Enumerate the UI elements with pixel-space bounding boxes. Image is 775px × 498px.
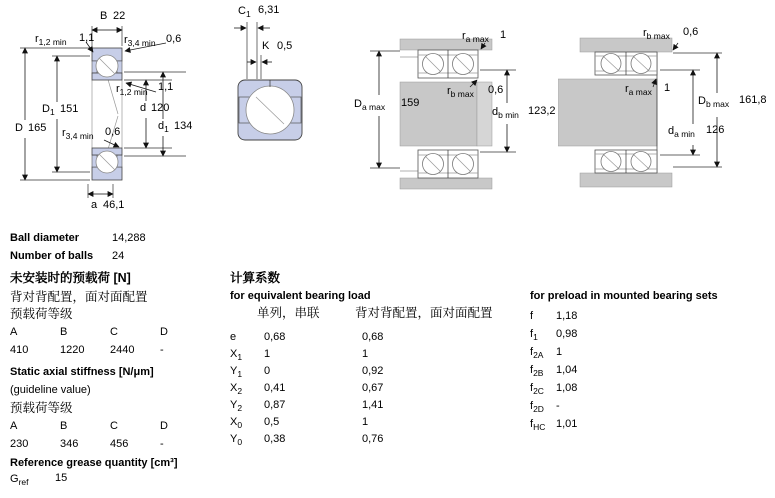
calc-row-label: $Y_0$ xyxy=(230,433,243,447)
mounted-set-diagram-right xyxy=(558,25,775,190)
factor-row-label: $f_{2C}$ xyxy=(530,382,544,396)
preload-col-header: A xyxy=(10,326,18,338)
bearing-pair-top xyxy=(418,50,478,78)
factor-row-label: $f_1$ xyxy=(530,328,538,342)
bearing-cross-section-diagram xyxy=(0,0,215,225)
factor-row-label: $f_{2D}$ xyxy=(530,400,544,414)
dim-a-value: 46,1 xyxy=(103,199,125,211)
calc-row-value-1: 0,38 xyxy=(264,433,286,445)
bearing-front-section xyxy=(238,80,302,140)
dim-rb-max-value: 0,6 xyxy=(488,84,504,96)
grease-value: 15 xyxy=(55,472,68,484)
dim-b-label: B xyxy=(100,10,108,22)
dim-c1-value: 6,31 xyxy=(258,4,280,16)
preload-col-header: C xyxy=(110,326,118,338)
dim-r12-min-label-2: $r_{1,2 min}$ xyxy=(116,83,148,97)
dim-bore-label: d xyxy=(140,102,147,114)
calc-row-value-1: 0,41 xyxy=(264,382,286,394)
factor-row-value: 1,04 xyxy=(556,364,578,376)
calc-row-value-1: 1 xyxy=(264,348,271,360)
calc-row-label: $Y_1$ xyxy=(230,365,243,379)
stiffness-value: 456 xyxy=(110,438,129,450)
stiffness-value: 346 xyxy=(60,438,79,450)
stiffness-subtitle: (guideline value) xyxy=(10,384,91,396)
preload-unmounted-subtitle: 背对背配置，面对面配置 xyxy=(10,290,148,304)
stiffness-value: 230 xyxy=(10,438,29,450)
dim-db-min-label: $d_{b min}$ xyxy=(492,106,519,120)
calc-row-value-2: 0,68 xyxy=(362,331,384,343)
dim-ra-max-value: 1 xyxy=(500,29,507,41)
grease-symbol: $G_{ref}$ xyxy=(10,473,29,487)
calc-row-label: $Y_2$ xyxy=(230,399,243,413)
calc-row-value-2: 0,67 xyxy=(362,382,384,394)
factor-row-value: 1,01 xyxy=(556,418,578,430)
grease-title: Reference grease quantity [cm³] xyxy=(10,457,178,469)
preload-class-label: 预载荷等级 xyxy=(10,307,73,321)
factor-row-value: 1,18 xyxy=(556,310,578,322)
dim-r34-min-label: $r_{3,4 min}$ xyxy=(124,34,156,48)
dim-da-max-value: 159 xyxy=(401,97,420,109)
dim-d1-outer-value: 151 xyxy=(60,103,79,115)
calc-row-value-1: 0,5 xyxy=(264,416,280,428)
bearing-section xyxy=(92,48,122,180)
factor-row-value: 0,98 xyxy=(556,328,578,340)
factor-row-value: - xyxy=(556,400,560,412)
preload-factors-title: for preload in mounted bearing sets xyxy=(530,290,718,302)
dim-a-label: a xyxy=(91,199,98,211)
preload-col-header: D xyxy=(160,326,168,338)
stiffness-col-header: D xyxy=(160,420,168,432)
stiffness-col-header: B xyxy=(60,420,68,432)
preload-value: 2440 xyxy=(110,344,135,356)
factor-row-value: 1 xyxy=(556,346,563,358)
dim-od-value: 165 xyxy=(28,122,47,134)
calc-col1-header: 单列，串联 xyxy=(257,306,320,320)
calc-row-label: $X_1$ xyxy=(230,348,243,362)
ball xyxy=(246,86,294,134)
stiffness-title: Static axial stiffness [N/μm] xyxy=(10,366,154,378)
preload-value: - xyxy=(160,344,164,356)
dim-k-label: K xyxy=(262,40,270,52)
dim-db-max-value: 161,8 xyxy=(739,94,767,106)
calc-row-label: e xyxy=(230,331,237,343)
stiffness-col-header: A xyxy=(10,420,18,432)
dim-da-max-label: $D_{a max}$ xyxy=(354,98,386,112)
ball-diameter-value: 14,288 xyxy=(112,232,146,244)
dim-ra-max-value-2: 1 xyxy=(664,82,671,94)
calc-col2-header: 背对背配置，面对面配置 xyxy=(355,306,493,320)
factor-row-label: $f_{HC}$ xyxy=(530,418,546,432)
stiffness-value: - xyxy=(160,438,164,450)
dim-rb-max-label-2: $r_{b max}$ xyxy=(643,27,670,41)
calc-row-value-1: 0 xyxy=(264,365,271,377)
preload-unmounted-title: 未安装时的预载荷 [N] xyxy=(10,271,131,285)
dim-r12-min-value-2: 1,1 xyxy=(158,81,174,93)
preload-value: 410 xyxy=(10,344,29,356)
calc-title: 计算系数 xyxy=(230,271,281,285)
bearing-pair-bottom xyxy=(418,150,478,178)
preload-col-header: B xyxy=(60,326,68,338)
stiffness-class-label: 预载荷等级 xyxy=(10,401,73,415)
preload-value: 1220 xyxy=(60,344,85,356)
dim-d1-outer-label: $D_1$ xyxy=(42,103,55,117)
calc-row-value-1: 0,87 xyxy=(264,399,286,411)
dim-d1-inner-label: $d_1$ xyxy=(158,120,169,134)
dim-ra-max-label-2: $r_{a max}$ xyxy=(625,83,652,97)
dim-b-value: 22 xyxy=(113,10,126,22)
calc-row-value-2: 0,76 xyxy=(362,433,384,445)
top-ring xyxy=(92,48,122,80)
calc-row-label: $X_0$ xyxy=(230,416,243,430)
dim-rb-max-label: $r_{b max}$ xyxy=(447,85,474,99)
calc-row-value-2: 1,41 xyxy=(362,399,384,411)
dim-r34-min-label-2: $r_{3,4 min}$ xyxy=(62,127,94,141)
dim-bore-value: 120 xyxy=(151,102,170,114)
dim-db-max-label: $D_{b max}$ xyxy=(698,95,730,109)
housing-bottom xyxy=(400,178,492,189)
dim-d1-inner-value: 134 xyxy=(174,120,193,132)
calc-row-label: $X_2$ xyxy=(230,382,243,396)
factor-row-label: f xyxy=(530,310,534,322)
ball-diameter-label: Ball diameter xyxy=(10,232,80,244)
dim-da-min-label: $d_{a min}$ xyxy=(668,125,695,139)
factor-row-label: $f_{2B}$ xyxy=(530,364,544,378)
dim-od-label: D xyxy=(15,122,23,134)
factor-row-label: $f_{2A}$ xyxy=(530,346,544,360)
dim-db-min-value: 123,2 xyxy=(528,105,556,117)
number-of-balls-value: 24 xyxy=(112,250,125,262)
dim-r12-min-value: 1,1 xyxy=(79,32,95,44)
calc-row-value-1: 0,68 xyxy=(264,331,286,343)
housing-bottom xyxy=(580,173,672,187)
dim-rb-max-value-2: 0,6 xyxy=(683,26,699,38)
dim-c1-label: $C_1$ xyxy=(238,5,251,19)
number-of-balls-label: Number of balls xyxy=(10,250,94,262)
bearing-pair-top xyxy=(595,52,657,75)
dim-r34-min-value: 0,6 xyxy=(166,33,182,45)
calc-subtitle: for equivalent bearing load xyxy=(230,290,371,302)
calc-row-value-2: 1 xyxy=(362,416,369,428)
dim-k-value: 0,5 xyxy=(277,40,293,52)
calc-row-value-2: 1 xyxy=(362,348,369,360)
dim-ra-max-label: $r_{a max}$ xyxy=(462,30,489,44)
bearing-front-section-diagram xyxy=(230,0,345,170)
stiffness-col-header: C xyxy=(110,420,118,432)
dim-r12-min-label: $r_{1,2 min}$ xyxy=(35,33,67,47)
factor-row-value: 1,08 xyxy=(556,382,578,394)
dim-r34-min-value-2: 0,6 xyxy=(105,126,121,138)
dim-da-min-value: 126 xyxy=(706,124,725,136)
bearing-pair-bottom xyxy=(595,150,657,173)
bottom-ring xyxy=(92,148,122,180)
calc-row-value-2: 0,92 xyxy=(362,365,384,377)
